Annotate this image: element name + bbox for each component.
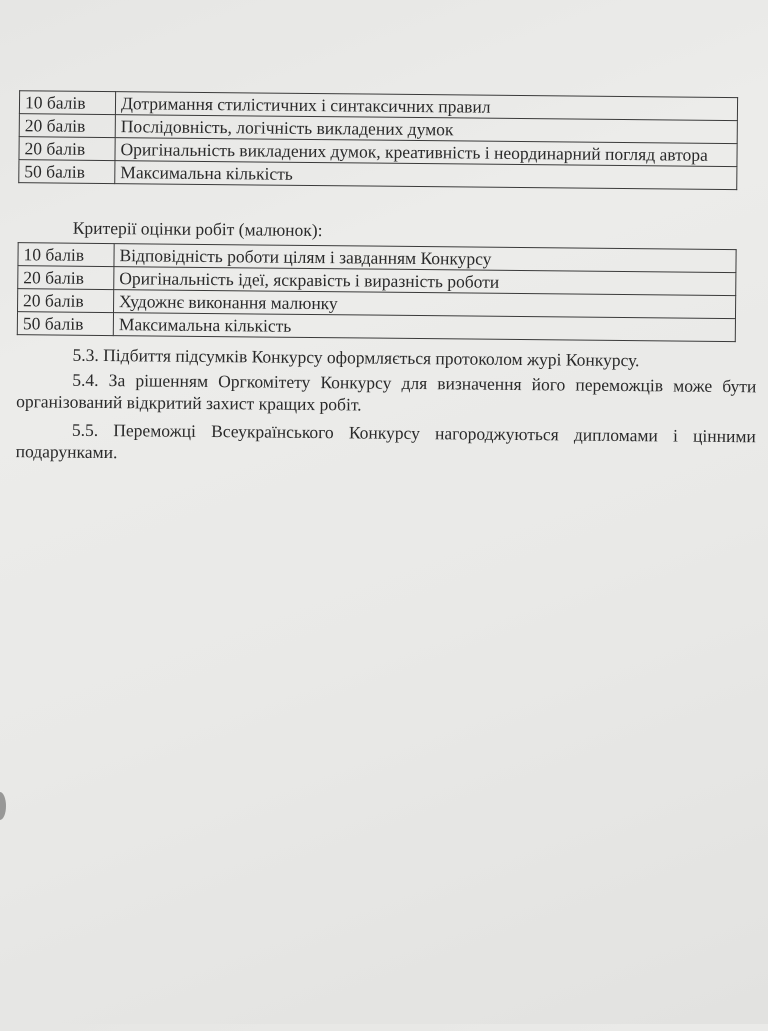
paragraph-text: Переможці Всеукраїнського Конкурсу нагороджуються дипломами і цінними подарунками. <box>15 420 756 463</box>
points-cell: 10 балів <box>18 243 114 267</box>
points-cell: 20 балів <box>18 289 114 313</box>
paragraph-number: 5.3. <box>72 344 99 365</box>
paragraph-5-3 <box>16 343 756 372</box>
points-cell: 50 балів <box>19 160 115 184</box>
paragraph-text: За рішенням Оргкомітету Конкурсу для визначення його переможців може бути організований відкритий захист кращих робіт. <box>16 370 757 415</box>
criterion-cell: Художнє виконання малюнку <box>114 290 736 319</box>
paragraph-5-5 <box>16 418 756 469</box>
points-cell: 10 балів <box>19 91 115 115</box>
paragraph-number: 5.4. <box>72 369 99 390</box>
drawing-criteria-caption: Критерії оцінки робіт (малюнок): <box>72 217 323 241</box>
paragraph-5-4 <box>16 368 756 419</box>
points-cell: 20 балів <box>19 114 115 138</box>
criterion-cell: Оригінальність викладених думок, креативність і неординарний погляд автора <box>115 138 737 167</box>
criterion-cell: Відповідність роботи цілям і завданням Конкурсу <box>114 244 736 273</box>
points-cell: 20 балів <box>18 266 114 290</box>
criterion-cell: Оригінальність ідеї, яскравість і виразність роботи <box>114 267 736 296</box>
criterion-cell: Максимальна кількість <box>113 313 735 342</box>
paragraph-number: 5.5. <box>71 419 99 440</box>
criteria-table-drawing <box>17 242 737 342</box>
criterion-cell: Послідовність, логічність викладених думок <box>115 115 737 144</box>
points-cell: 50 балів <box>17 312 113 336</box>
criterion-cell: Дотримання стилістичних і синтаксичних правил <box>115 92 737 121</box>
paragraph-text: Підбиття підсумків Конкурсу оформляється протоколом журі Конкурсу. <box>103 345 640 371</box>
criteria-table-text <box>18 90 738 190</box>
points-cell: 20 балів <box>19 137 115 161</box>
criterion-cell: Максимальна кількість <box>115 161 737 190</box>
